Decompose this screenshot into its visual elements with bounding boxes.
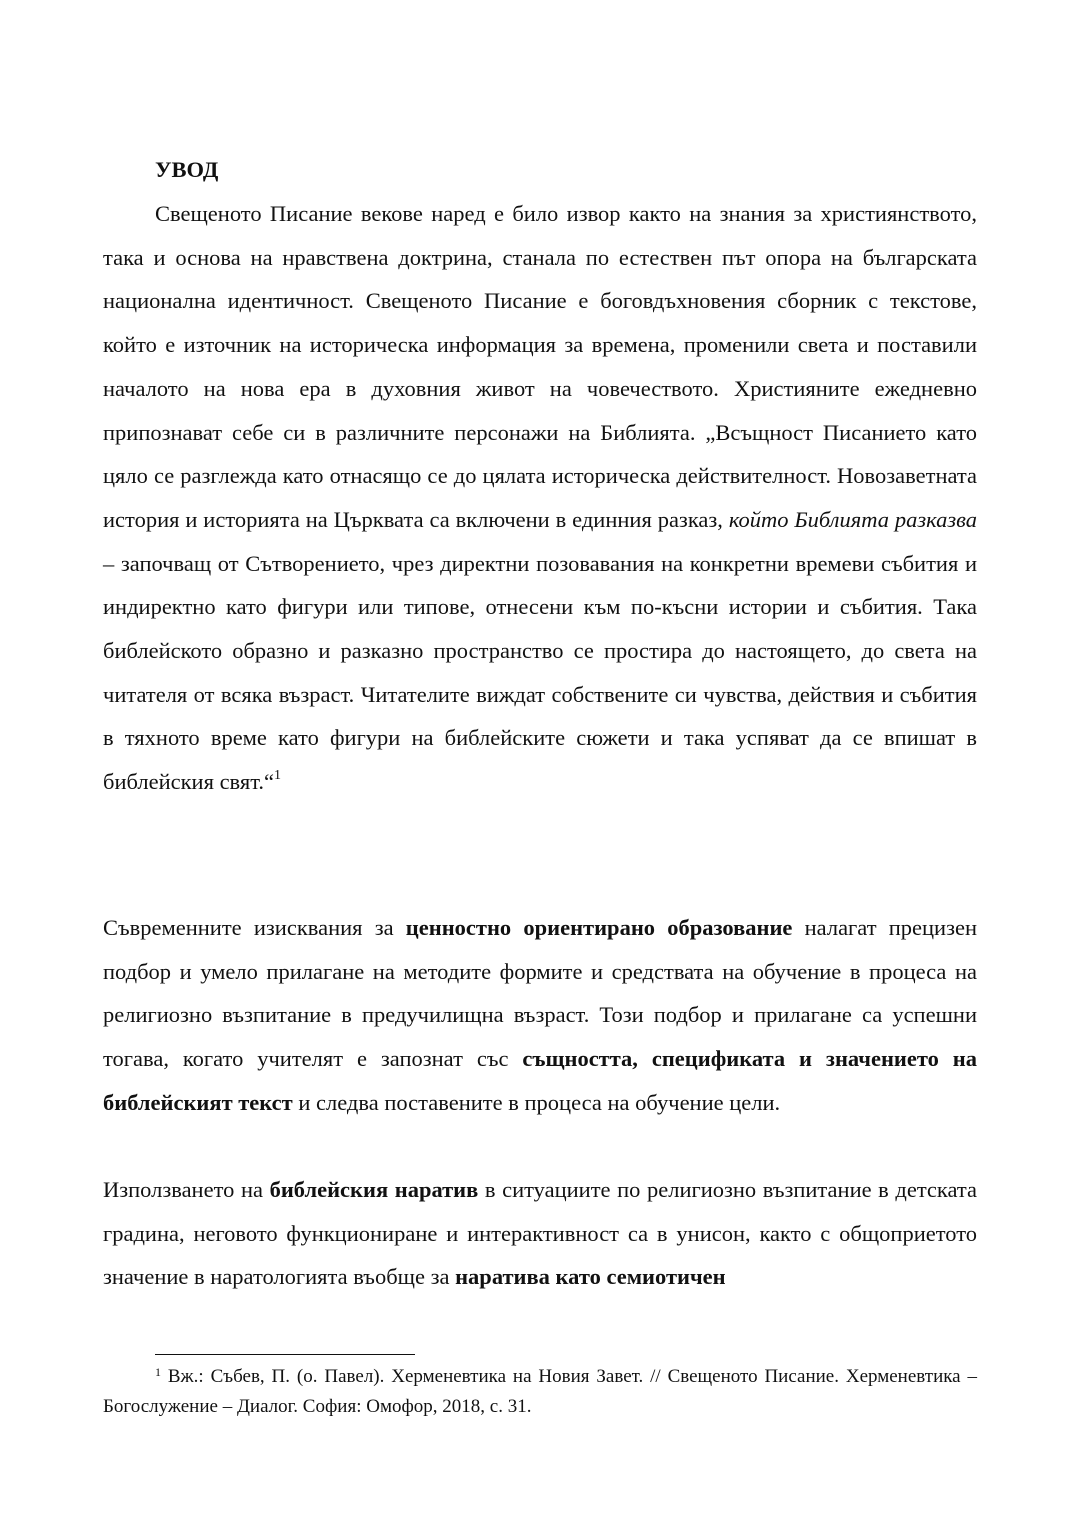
paragraph-text: Използването на (103, 1177, 270, 1202)
paragraph-narrative (103, 1168, 977, 1299)
paragraph-text: Съвременните изисквания за (103, 915, 406, 940)
footnote (103, 1362, 977, 1422)
paragraph-intro (103, 192, 977, 804)
paragraph-text: Свещеното Писание векове наред е било извор както на знания за християнството, така и основа на нравствена доктрина, станала по естествен път опора на българската национална идентичност. Свещеното Писание е боговдъхновения сборник с текстове, който е източник на историческа информация за времена, променили света и поставили началото на нова ера в духовния живот на човечеството. Християните ежедневно припознават себе си в различните персонажи на Библията. „Всъщност Писанието като цяло се разглежда като отнасящо се до цялата историческа действителност. Новозаветната история и историята на Църквата са включени в единния разказ, (103, 201, 977, 532)
italic-phrase: който Библията разказва (728, 506, 977, 532)
footnote-separator (155, 1354, 415, 1355)
bold-phrase: ценностно ориентирано образование (405, 915, 793, 940)
paragraph-text: налагат прецизен подбор и умело прилагане на методите формите и средствата на обучение в процеса на религиозно възпитание в предучилищна възраст. Този подбор и прилагане са успешни тогава, когато учителят е запознат със (103, 915, 977, 1072)
paragraph-values-education (103, 906, 977, 1125)
paragraph-text: и следва поставените в процеса на обучение цели. (292, 1089, 781, 1115)
paragraph-text: в ситуациите по религиозно възпитание в детската градина, неговото функциониране и интерактивност са в унисон, както с общоприетото значение в наратологията въобще за (103, 1177, 978, 1290)
section-heading: УВОД (155, 157, 219, 182)
footnote-number: 1 (155, 1365, 161, 1379)
footnote-reference[interactable]: 1 (273, 768, 281, 784)
bold-phrase: библейския наратив (269, 1177, 479, 1202)
footnote-text: Вж.: Събев, П. (о. Павел). Херменевтика на Новия Завет. // Свещеното Писание. Херменевтика – Богослужение – Диалог. София: Омофор, 2018, с. 31. (103, 1366, 977, 1417)
bold-phrase: същността, спецификата и значението на библейският текст (103, 1046, 977, 1115)
paragraph-text: – започващ от Сътворението, чрез директни позовавания на конкретни времеви събития и индиректно като фигури или типове, отнесени към по-късни истории и събития. Така библейското образно и разказно пространство се простира до настоящето, до света на читателя от всяка възраст. Читателите виждат собствените си чувства, действия и събития в тяхното време като фигури на библейските сюжети и така успяват да се впишат в библейския свят.“ (103, 550, 977, 795)
bold-phrase: наратива като семиотичен (455, 1264, 726, 1290)
